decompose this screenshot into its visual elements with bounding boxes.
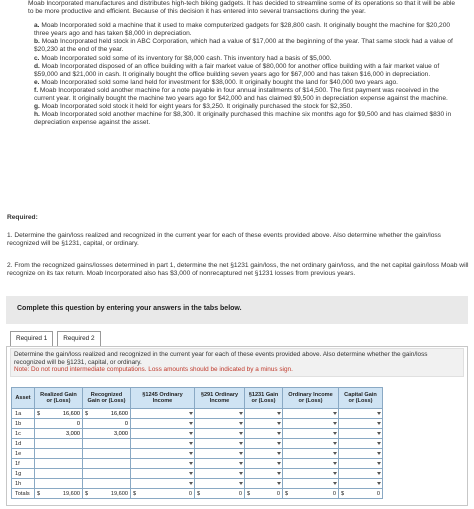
- realized-input[interactable]: [37, 449, 80, 458]
- realized-cell: [35, 479, 83, 489]
- ordinary-dropdown[interactable]: [285, 469, 336, 478]
- ordinary-cell[interactable]: [283, 429, 339, 439]
- chevron-down-icon: [277, 482, 281, 485]
- s1245-cell[interactable]: [131, 459, 195, 469]
- total-recognized: [83, 489, 131, 499]
- recognized-cell: [83, 409, 131, 419]
- total-realized: [35, 489, 83, 499]
- s1245-cell[interactable]: [131, 449, 195, 459]
- col-ordinary: Ordinary Income or (Loss): [283, 388, 339, 409]
- chevron-down-icon: [377, 462, 381, 465]
- table-row: [12, 409, 383, 419]
- total-capital: [339, 489, 383, 499]
- currency-symbol: $: [247, 490, 251, 497]
- instruction-panel: [6, 296, 468, 324]
- chevron-down-icon: [277, 422, 281, 425]
- capital-cell[interactable]: [339, 459, 383, 469]
- ordinary-cell[interactable]: [283, 449, 339, 459]
- total-value: 0: [332, 490, 336, 497]
- ordinary-cell[interactable]: [283, 469, 339, 479]
- chevron-down-icon: [377, 432, 381, 435]
- table-row: [12, 429, 383, 439]
- transaction-item: c. Moab Incorporated sold some of its inventory for $8,000 cash. This inventory had a basis of $5,000.: [34, 54, 332, 62]
- capital-dropdown[interactable]: [341, 419, 380, 428]
- total-value: 0: [238, 490, 242, 497]
- col-realized: Realized Gain or (Loss): [35, 388, 83, 409]
- total-value: 0: [188, 490, 192, 497]
- chevron-down-icon: [239, 452, 243, 455]
- col-recognized: Recognized Gain or (Loss): [83, 388, 131, 409]
- chevron-down-icon: [377, 422, 381, 425]
- ordinary-cell[interactable]: [283, 439, 339, 449]
- currency-symbol: $: [285, 490, 289, 497]
- chevron-down-icon: [239, 432, 243, 435]
- s291-dropdown[interactable]: [197, 419, 242, 428]
- chevron-down-icon: [277, 462, 281, 465]
- realized-input[interactable]: [37, 469, 80, 478]
- capital-dropdown[interactable]: [341, 439, 380, 448]
- total-s291: [195, 489, 245, 499]
- ordinary-cell[interactable]: [283, 459, 339, 469]
- s1231-cell[interactable]: [245, 479, 283, 489]
- s291-cell[interactable]: [195, 429, 245, 439]
- s1245-dropdown[interactable]: [133, 459, 192, 468]
- ordinary-dropdown[interactable]: [285, 449, 336, 458]
- chevron-down-icon: [239, 412, 243, 415]
- chevron-down-icon: [189, 412, 193, 415]
- transaction-item: e. Moab Incorporated sold some land held for investment for $38,000. It originally bought the land for $40,000 two years ago.: [34, 78, 398, 86]
- chevron-down-icon: [189, 472, 193, 475]
- ordinary-dropdown[interactable]: [285, 409, 336, 418]
- capital-cell[interactable]: [339, 419, 383, 429]
- s291-cell[interactable]: [195, 459, 245, 469]
- capital-dropdown[interactable]: [341, 459, 380, 468]
- s1231-dropdown[interactable]: [247, 439, 280, 448]
- table-row: [12, 469, 383, 479]
- realized-cell: [35, 409, 83, 419]
- chevron-down-icon: [277, 452, 281, 455]
- s1231-dropdown[interactable]: [247, 419, 280, 428]
- realized-cell: [35, 439, 83, 449]
- s1231-dropdown[interactable]: [247, 409, 280, 418]
- realized-input[interactable]: [40, 409, 80, 418]
- total-s1231: [245, 489, 283, 499]
- asset-label: 1g: [12, 469, 35, 479]
- realized-cell: [35, 419, 83, 429]
- chevron-down-icon: [239, 462, 243, 465]
- transaction-item: d. Moab Incorporated disposed of an office building with a fair market value of $80,000 for another office building with a fair market value of $59,000 and $21,000 in cash. It originally bought the office building seven years ago for $67,000 and has taken $16,000 in depreciation.: [34, 62, 440, 78]
- chevron-down-icon: [277, 472, 281, 475]
- chevron-down-icon: [377, 442, 381, 445]
- chevron-down-icon: [377, 472, 381, 475]
- recognized-cell: [83, 459, 131, 469]
- currency-symbol: $: [197, 490, 201, 497]
- recognized-cell: [83, 469, 131, 479]
- s291-dropdown[interactable]: [197, 439, 242, 448]
- s1231-cell[interactable]: [245, 409, 283, 419]
- capital-dropdown[interactable]: [341, 479, 380, 488]
- s291-dropdown[interactable]: [197, 429, 242, 438]
- tab-bar: [10, 331, 105, 346]
- capital-cell[interactable]: [339, 469, 383, 479]
- ordinary-cell[interactable]: [283, 409, 339, 419]
- chevron-down-icon: [377, 412, 381, 415]
- realized-input[interactable]: [37, 429, 80, 438]
- transaction-item: g. Moab Incorporated sold stock it held for eight years for $3,250. It originally purchased the stock for $2,350.: [34, 103, 353, 111]
- s1231-dropdown[interactable]: [247, 479, 280, 488]
- recognized-input[interactable]: [85, 419, 128, 428]
- chevron-down-icon: [333, 412, 337, 415]
- capital-dropdown[interactable]: [341, 469, 380, 478]
- problem-text: [28, 0, 460, 127]
- realized-cell: [35, 459, 83, 469]
- recognized-input[interactable]: [85, 449, 128, 458]
- chevron-down-icon: [377, 452, 381, 455]
- s291-cell[interactable]: [195, 449, 245, 459]
- s1245-cell[interactable]: [131, 479, 195, 489]
- recognized-input[interactable]: [85, 479, 128, 488]
- asset-label: 1e: [12, 449, 35, 459]
- s291-cell[interactable]: [195, 409, 245, 419]
- currency-symbol: $: [133, 490, 137, 497]
- realized-input[interactable]: [37, 419, 80, 428]
- tab-required-1[interactable]: Required 1: [10, 331, 53, 346]
- required-title: Required:: [7, 214, 38, 221]
- s1245-dropdown[interactable]: [133, 439, 192, 448]
- tab-required-2[interactable]: Required 2: [57, 331, 100, 346]
- chevron-down-icon: [333, 452, 337, 455]
- total-s1245: [131, 489, 195, 499]
- table-row: [12, 459, 383, 469]
- chevron-down-icon: [189, 482, 193, 485]
- capital-dropdown[interactable]: [341, 449, 380, 458]
- currency-symbol: $: [341, 490, 345, 497]
- col-capital: Capital Gain or (Loss): [339, 388, 383, 409]
- total-value: 19,600: [62, 490, 80, 497]
- chevron-down-icon: [189, 452, 193, 455]
- transaction-item: a. Moab Incorporated sold a machine that it used to make computerized gadgets for $28,800 cash. It originally bought the machine for $20,200 three years ago and has taken $8,000 in depreciation.: [34, 22, 451, 38]
- currency-symbol: $: [85, 410, 89, 417]
- work-note: Note: Do not round intermediate computations. Loss amounts should be indicated by a minus sign.: [14, 366, 293, 374]
- ordinary-dropdown[interactable]: [285, 429, 336, 438]
- realized-cell: [35, 449, 83, 459]
- s1245-dropdown[interactable]: [133, 409, 192, 418]
- asset-label: 1h: [12, 479, 35, 489]
- total-ordinary: [283, 489, 339, 499]
- col-291: §291 Ordinary Income: [195, 388, 245, 409]
- asset-label: 1b: [12, 419, 35, 429]
- s1231-cell[interactable]: [245, 439, 283, 449]
- total-value: 0: [376, 490, 380, 497]
- asset-label: 1a: [12, 409, 35, 419]
- s291-dropdown[interactable]: [197, 449, 242, 458]
- chevron-down-icon: [333, 472, 337, 475]
- ordinary-cell[interactable]: [283, 479, 339, 489]
- s1231-dropdown[interactable]: [247, 429, 280, 438]
- table-row: [12, 449, 383, 459]
- required-part-2: 2. From the recognized gains/losses determined in part 1, determine the net §1231 gain/loss, the net ordinary gain/loss, and the net capital gain/loss Moab will recognize on its tax return. Moab Incorporated also has $3,000 of nonrecaptured net §1231 losses from previous years.: [7, 262, 469, 277]
- ordinary-dropdown[interactable]: [285, 439, 336, 448]
- chevron-down-icon: [239, 422, 243, 425]
- recognized-cell: [83, 429, 131, 439]
- col-asset: Asset: [12, 388, 35, 409]
- capital-cell[interactable]: [339, 409, 383, 419]
- s291-dropdown[interactable]: [197, 469, 242, 478]
- recognized-cell: [83, 449, 131, 459]
- total-value: 0: [276, 490, 280, 497]
- capital-dropdown[interactable]: [341, 409, 380, 418]
- s1245-cell[interactable]: [131, 409, 195, 419]
- s1245-cell[interactable]: [131, 439, 195, 449]
- recognized-input[interactable]: [85, 429, 128, 438]
- ordinary-dropdown[interactable]: [285, 479, 336, 488]
- s1231-cell[interactable]: [245, 419, 283, 429]
- ordinary-dropdown[interactable]: [285, 419, 336, 428]
- ordinary-cell[interactable]: [283, 419, 339, 429]
- s1245-dropdown[interactable]: [133, 479, 192, 488]
- total-value: 19,600: [110, 490, 128, 497]
- s1231-dropdown[interactable]: [247, 469, 280, 478]
- asset-label: 1d: [12, 439, 35, 449]
- chevron-down-icon: [333, 442, 337, 445]
- s291-cell[interactable]: [195, 469, 245, 479]
- work-instruction-text: Determine the gain/loss realized and recognized in the current year for each of these events provided above. Also determine whether the gain/loss recognized will be §1231, capital, or ordinary.: [14, 351, 428, 366]
- ordinary-dropdown[interactable]: [285, 459, 336, 468]
- capital-dropdown[interactable]: [341, 429, 380, 438]
- capital-cell[interactable]: [339, 429, 383, 439]
- chevron-down-icon: [333, 462, 337, 465]
- capital-cell[interactable]: [339, 449, 383, 459]
- s1245-cell[interactable]: [131, 419, 195, 429]
- realized-input[interactable]: [37, 439, 80, 448]
- s1245-dropdown[interactable]: [133, 429, 192, 438]
- chevron-down-icon: [277, 442, 281, 445]
- chevron-down-icon: [189, 442, 193, 445]
- required-section: [7, 214, 469, 292]
- s1245-dropdown[interactable]: [133, 449, 192, 458]
- chevron-down-icon: [189, 422, 193, 425]
- s291-cell[interactable]: [195, 419, 245, 429]
- recognized-cell: [83, 439, 131, 449]
- realized-input[interactable]: [37, 459, 80, 468]
- required-part-1: 1. Determine the gain/loss realized and recognized in the current year for each of these events provided above. Also determine whether the gain/loss recognized will be §1231, capital, or ordinary.: [7, 232, 441, 247]
- s1231-dropdown[interactable]: [247, 449, 280, 458]
- transaction-item: f. Moab Incorporated sold another machine for a note payable in four annual installments of $14,500. The first payment was received in the current year. It originally bought the machine two years ago for $42,000 and has claimed $9,500 in depreciation expense against the machine.: [34, 86, 448, 103]
- capital-cell[interactable]: [339, 439, 383, 449]
- instruction-text: Complete this question by entering your answers in the tabs below.: [17, 305, 242, 312]
- s291-dropdown[interactable]: [197, 409, 242, 418]
- chevron-down-icon: [239, 442, 243, 445]
- asset-label: 1c: [12, 429, 35, 439]
- transaction-list: [28, 22, 460, 127]
- table-row: [12, 419, 383, 429]
- s291-cell[interactable]: [195, 479, 245, 489]
- col-1245: §1245 Ordinary Income: [131, 388, 195, 409]
- totals-label: Totals: [12, 489, 35, 499]
- s1245-dropdown[interactable]: [133, 469, 192, 478]
- realized-cell: [35, 429, 83, 439]
- chevron-down-icon: [377, 482, 381, 485]
- realized-input[interactable]: [37, 479, 80, 488]
- recognized-input[interactable]: [85, 459, 128, 468]
- currency-symbol: $: [37, 410, 41, 417]
- recognized-cell: [83, 419, 131, 429]
- gain-loss-table: [11, 387, 383, 499]
- currency-symbol: $: [37, 490, 41, 497]
- chevron-down-icon: [239, 482, 243, 485]
- capital-cell[interactable]: [339, 479, 383, 489]
- s1231-cell[interactable]: [245, 449, 283, 459]
- recognized-cell: [83, 479, 131, 489]
- transaction-item: b. Moab Incorporated held stock in ABC Corporation, which had a value of $17,000 at the beginning of the year. That same stock had a value of $20,230 at the end of the year.: [34, 38, 453, 54]
- table-row: [12, 479, 383, 489]
- realized-cell: [35, 469, 83, 479]
- s1231-cell[interactable]: [245, 459, 283, 469]
- chevron-down-icon: [239, 472, 243, 475]
- recognized-input[interactable]: [88, 409, 128, 418]
- recognized-input[interactable]: [85, 469, 128, 478]
- s291-dropdown[interactable]: [197, 479, 242, 488]
- chevron-down-icon: [333, 482, 337, 485]
- work-instruction: [10, 348, 464, 377]
- s1245-dropdown[interactable]: [133, 419, 192, 428]
- s1245-cell[interactable]: [131, 469, 195, 479]
- s291-cell[interactable]: [195, 439, 245, 449]
- work-area: [6, 346, 468, 506]
- recognized-input[interactable]: [85, 439, 128, 448]
- chevron-down-icon: [277, 412, 281, 415]
- chevron-down-icon: [333, 432, 337, 435]
- transaction-item: h. Moab Incorporated sold another machine for $8,300. It originally purchased this machine six months ago for $9,500 and has claimed $830 in depreciation expense against the asset.: [34, 111, 452, 127]
- s1231-cell[interactable]: [245, 429, 283, 439]
- currency-symbol: $: [85, 490, 89, 497]
- chevron-down-icon: [189, 432, 193, 435]
- asset-label: 1f: [12, 459, 35, 469]
- table-row: [12, 439, 383, 449]
- s291-dropdown[interactable]: [197, 459, 242, 468]
- chevron-down-icon: [277, 432, 281, 435]
- s1231-cell[interactable]: [245, 469, 283, 479]
- chevron-down-icon: [333, 422, 337, 425]
- chevron-down-icon: [189, 462, 193, 465]
- totals-row: [12, 489, 383, 499]
- s1245-cell[interactable]: [131, 429, 195, 439]
- s1231-dropdown[interactable]: [247, 459, 280, 468]
- col-1231: §1231 Gain or (Loss): [245, 388, 283, 409]
- problem-intro: Moab Incorporated manufactures and distributes high-tech biking gadgets. It has decided to streamline some of its operations so that it will be able to be more productive and efficient. Because of this decision it has entered into several transactions during the year.: [28, 0, 456, 16]
